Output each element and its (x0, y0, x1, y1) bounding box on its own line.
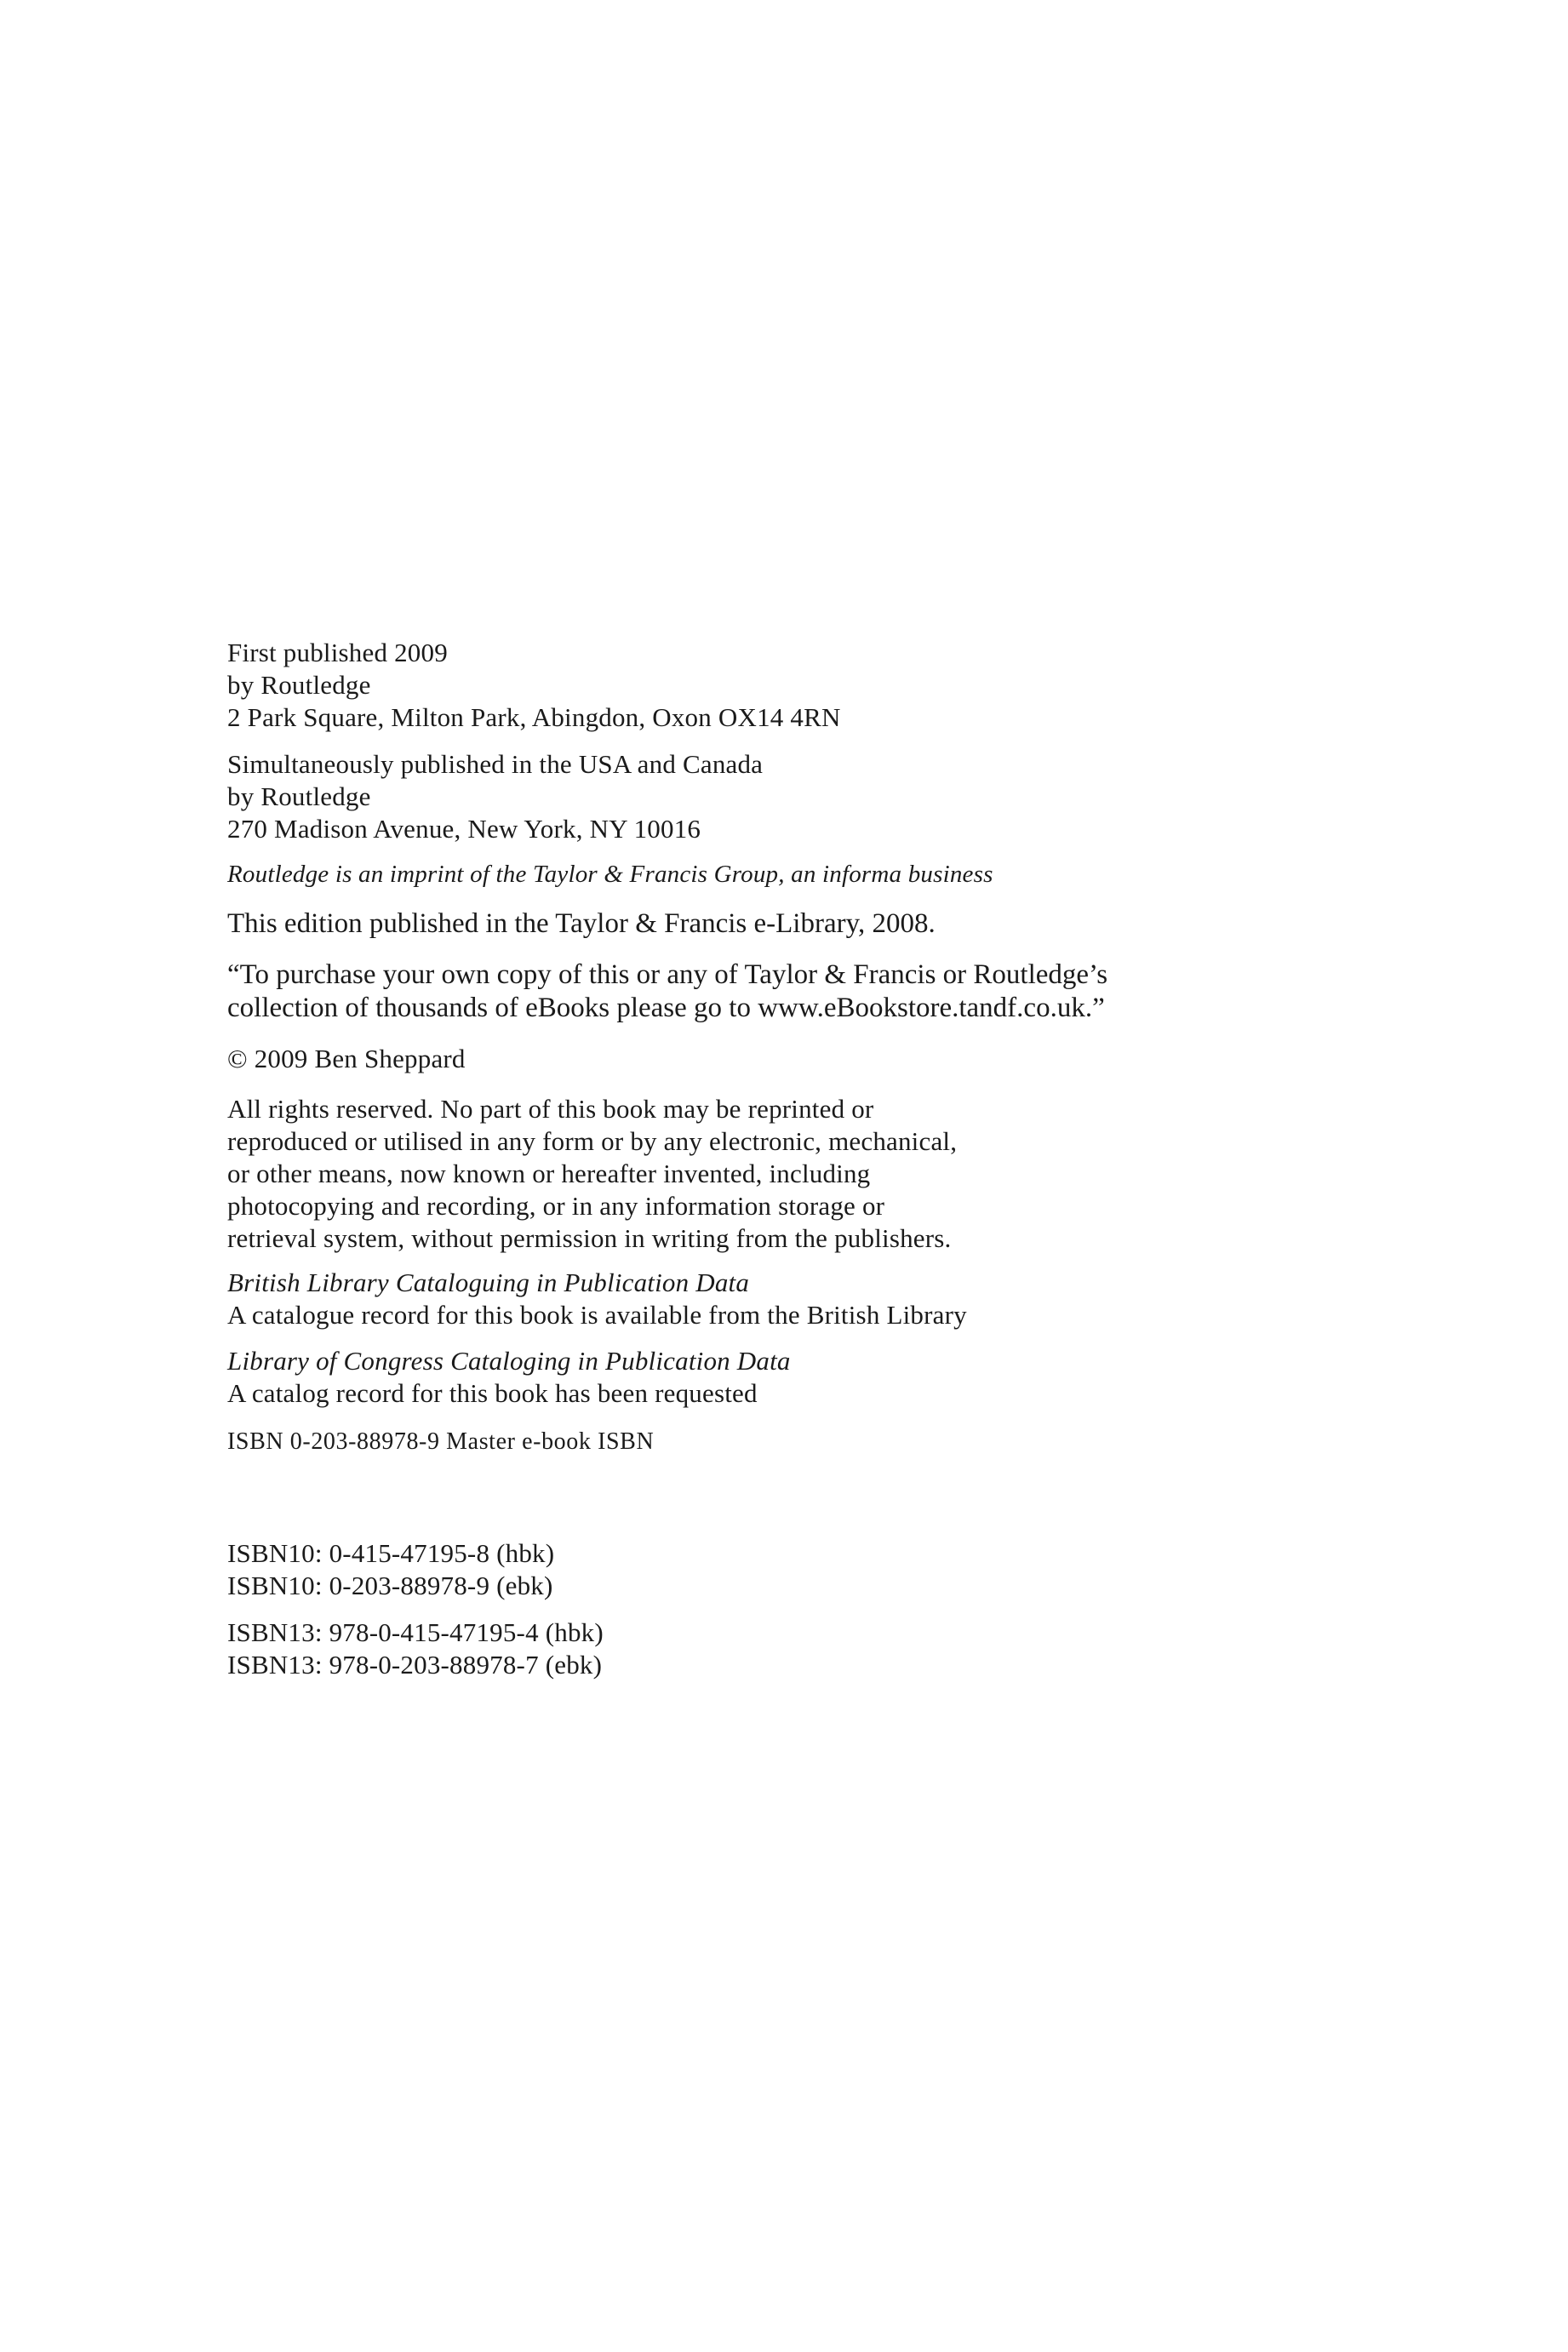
rights-line: reproduced or utilised in any form or by any electronic, mechanical, (227, 1126, 958, 1156)
isbn10-ebk-line: ISBN10: 0-203-88978-9 (ebk) (227, 1571, 553, 1600)
library-of-congress-text: A catalog record for this book has been requested (227, 1378, 758, 1408)
publisher-line: by Routledge (227, 670, 371, 700)
copyright-block (227, 1043, 466, 1075)
imprint-note-block (227, 858, 993, 890)
isbn10-block (227, 1537, 554, 1602)
rights-line: or other means, now known or hereafter invented, including (227, 1159, 871, 1188)
first-published-line: First published 2009 (227, 638, 448, 667)
isbn-master-line: ISBN 0-203-88978-9 Master e-book ISBN (227, 1428, 655, 1455)
ebook-purchase-block (227, 959, 1107, 1025)
us-publisher-line: by Routledge (227, 781, 371, 811)
british-library-block (227, 1267, 967, 1331)
isbn13-ebk-line: ISBN13: 978-0-203-88978-7 (ebk) (227, 1650, 603, 1680)
rights-line: All rights reserved. No part of this book may be reprinted or (227, 1094, 874, 1124)
isbn13-hbk-line: ISBN13: 978-0-415-47195-4 (hbk) (227, 1617, 604, 1647)
ebook-purchase-line: collection of thousands of eBooks please go to www.eBookstore.tandf.co.uk.” (227, 993, 1105, 1023)
us-publication-block (227, 748, 763, 845)
library-of-congress-heading: Library of Congress Cataloging in Publication Data (227, 1346, 791, 1376)
imprint-note: Routledge is an imprint of the Taylor & Francis Group, an informa business (227, 861, 993, 888)
rights-line: retrieval system, without permission in writing from the publishers. (227, 1223, 952, 1253)
library-of-congress-block (227, 1345, 791, 1410)
copyright-notice: © 2009 Ben Sheppard (227, 1044, 466, 1073)
publisher-address-line: 2 Park Square, Milton Park, Abingdon, Oxon OX14 4RN (227, 702, 841, 732)
british-library-heading: British Library Cataloguing in Publication Data (227, 1268, 750, 1297)
isbn-master-block (227, 1427, 654, 1457)
ebook-edition-block (227, 907, 936, 941)
first-published-block (227, 637, 841, 734)
isbn10-hbk-line: ISBN10: 0-415-47195-8 (hbk) (227, 1538, 555, 1568)
ebook-edition-note: This edition published in the Taylor & Francis e-Library, 2008. (227, 908, 936, 939)
isbn13-block (227, 1617, 604, 1681)
us-publication-line: Simultaneously published in the USA and Canada (227, 749, 764, 779)
british-library-text: A catalogue record for this book is available from the British Library (227, 1300, 967, 1330)
ebook-purchase-line: “To purchase your own copy of this or any of Taylor & Francis or Routledge’s (227, 959, 1108, 990)
us-publisher-address-line: 270 Madison Avenue, New York, NY 10016 (227, 814, 701, 844)
rights-block (227, 1093, 957, 1255)
rights-line: photocopying and recording, or in any information storage or (227, 1191, 885, 1221)
